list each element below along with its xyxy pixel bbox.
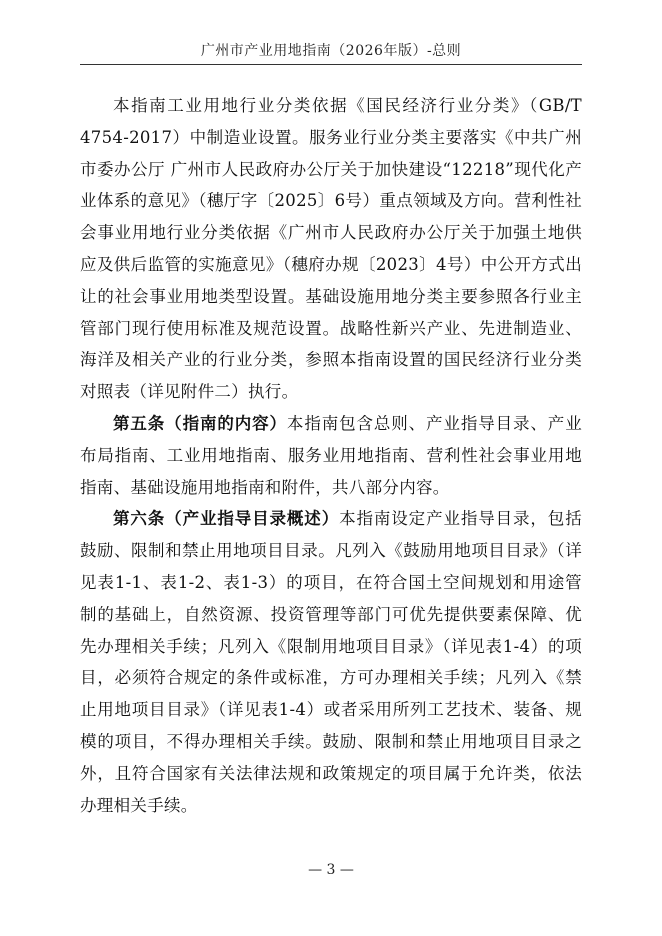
paragraph-industry-classification xyxy=(80,90,582,408)
document-body xyxy=(80,90,582,821)
page-number: — 3 — xyxy=(308,862,354,878)
article-heading: 第六条（产业指导目录概述） xyxy=(113,509,340,529)
paragraph-article-5 xyxy=(80,408,582,503)
paragraph-text: 本指南设定产业指导目录，包括鼓励、限制和禁止用地项目目录。凡列入《鼓励用地项目目录》（详见表1-1、表1-2、表1-3）的项目，在符合国土空间规划和用途管制的基础上，自然资源、投资管理等部门可优先提供要素保障、优先办理相关手续；凡列入《限制用地项目目录》（详见表1-4）的项目，必须符合规定的条件或标准，方可办理相关手续；凡列入《禁止用地项目目录》（详见表1-4）或者采用所列工艺技术、装备、规模的项目，不得办理相关手续。鼓励、限制和禁止用地项目目录之外，且符合国家有关法律法规和政策规定的项目属于允许类，依法办理相关手续。 xyxy=(80,509,583,815)
page-header: 广州市产业用地指南（2026年版）-总则 xyxy=(200,43,462,59)
header-divider xyxy=(80,64,582,65)
paragraph-article-6 xyxy=(80,503,582,821)
article-heading: 第五条（指南的内容） xyxy=(113,413,287,433)
paragraph-text: 本指南工业用地行业分类依据《国民经济行业分类》（GB/T 4754-2017）中制造业设置。服务业行业分类主要落实《中共广州市委办公厅 广州市人民政府办公厅关于加快建设“12218”现代化产业体系的意见》（穗厅字〔2025〕6号）重点领域及方向。营利性社会事业用地行业分类依据《广州市人民政府办公厅关于加强土地供应及供后监管的实施意见》（穗府办规〔2023〕4号）中公开方式出让的社会事业用地类型设置。基础设施用地分类主要参照各行业主管部门现行使用标准及规范设置。战略性新兴产业、先进制造业、海洋及相关产业的行业分类，参照本指南设置的国民经济行业分类对照表（详见附件二）执行。 xyxy=(80,96,582,402)
paragraph-text: 本指南包含总则、产业指导目录、产业布局指南、工业用地指南、服务业用地指南、营利性社会事业用地指南、基础设施用地指南和附件，共八部分内容。 xyxy=(80,413,582,497)
